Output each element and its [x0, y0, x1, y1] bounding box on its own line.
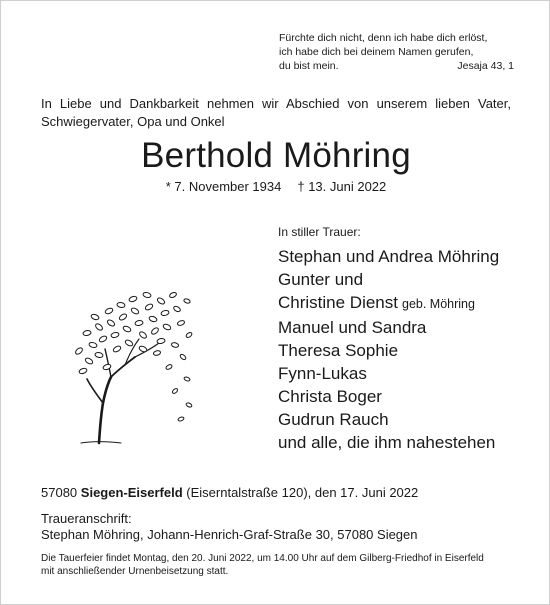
verse-line-3: du bist mein. [279, 60, 339, 72]
mourner-name: Gunter und [278, 270, 364, 289]
verse-line-1: Fürchte dich nicht, denn ich habe dich erlöst, [279, 32, 488, 44]
mourner-name: Stephan und Andrea Möhring [278, 247, 500, 266]
maiden-name-note: geb. Möhring [402, 297, 475, 311]
verse-line-2: ich habe dich bei deinem Namen gerufen, [279, 46, 474, 58]
intro-line-1: In Liebe und Dankbarkeit nehmen wir Abschied von unserem lieben Vater, [41, 96, 511, 111]
mourner-name: Fynn-Lukas [278, 364, 367, 383]
place-street-date: (Eiserntalstraße 120), den 17. Juni 2022 [186, 485, 419, 500]
windblown-tree-icon [69, 287, 195, 445]
address-value: Stephan Möhring, Johann-Henrich-Graf-Straße 30, 57080 Siegen [41, 527, 418, 542]
mourning-address [41, 511, 418, 543]
death-date: † 13. Juni 2022 [297, 179, 387, 194]
mourner-name: Gudrun Rauch [278, 410, 389, 429]
intro-line-2: Schwiegervater, Opa und Onkel [41, 114, 225, 129]
place-city: Siegen-Eiserfeld [80, 485, 183, 500]
mourner-name: Christa Boger [278, 387, 382, 406]
place-zip: 57080 [41, 485, 78, 500]
life-dates [1, 179, 550, 195]
mourner-name: Christine Dienst [278, 293, 398, 312]
intro-text [41, 95, 511, 131]
service-line-1: Die Tauerfeier findet Montag, den 20. Juni 2022, um 14.00 Uhr auf dem Gilberg-Friedhof in Eiserfeld [41, 553, 484, 564]
mourner-name: Theresa Sophie [278, 341, 399, 360]
bible-verse [279, 31, 514, 73]
address-label: Traueranschrift: [41, 511, 132, 526]
mourner-name-row [278, 291, 538, 316]
mourners-list [278, 225, 538, 454]
place-and-date [41, 485, 418, 501]
mourner-name: und alle, die ihm nahestehen [278, 433, 496, 452]
birth-date: * 7. November 1934 [165, 179, 282, 194]
verse-line-3-row [279, 59, 514, 73]
mourners-caption: In stiller Trauer: [278, 225, 361, 239]
verse-reference: Jesaja 43, 1 [457, 60, 514, 72]
mourner-name: Manuel und Sandra [278, 318, 427, 337]
deceased-name: Berthold Möhring [141, 136, 411, 175]
service-line-2: mit anschließender Urnenbeisetzung statt. [41, 566, 229, 577]
funeral-service-note [41, 552, 511, 578]
